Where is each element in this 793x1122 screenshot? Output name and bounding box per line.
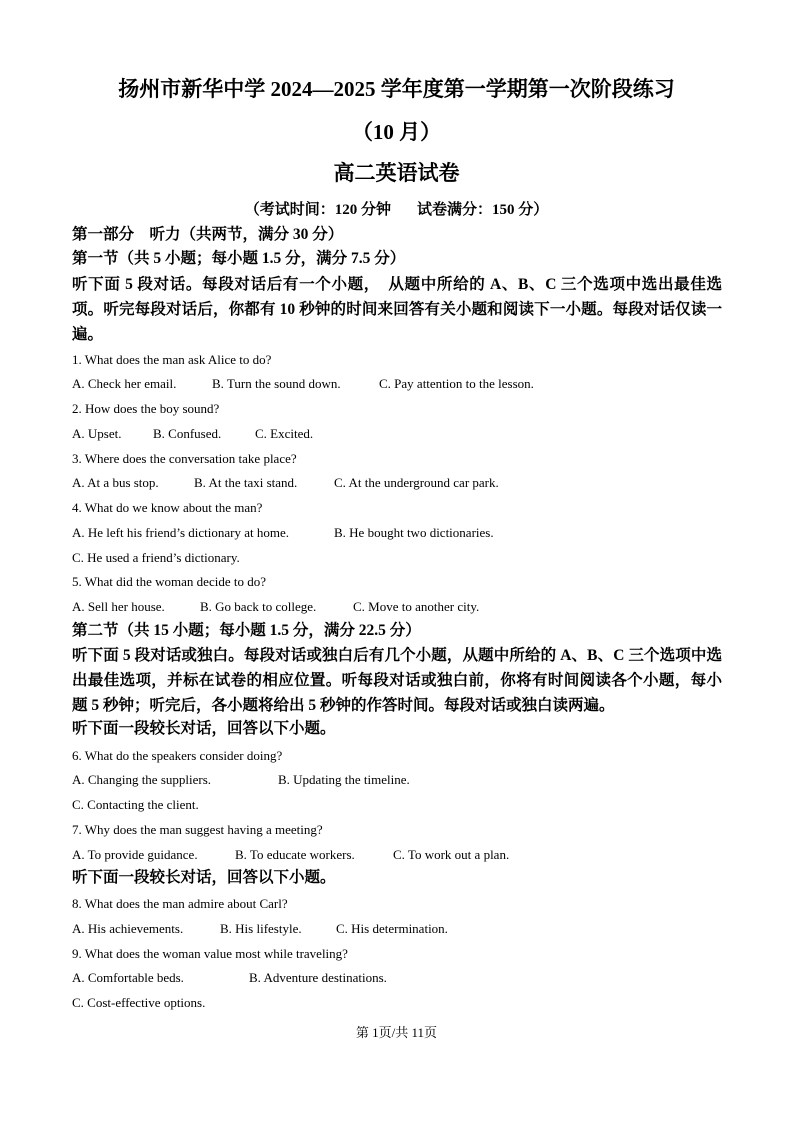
page-number: 第 1页/共 11页 [355,1025,438,1040]
option-a: A. To provide guidance. [72,847,198,862]
option-b: B. He bought two dictionaries. [334,525,494,540]
question-7-options [72,846,509,864]
option-b: B. Adventure destinations. [249,970,387,985]
exam-time: （考试时间：120 分钟 [244,202,391,218]
option-a: A. Sell her house. [72,599,165,614]
option-b: B. Turn the sound down. [212,376,341,391]
question-1-options [72,375,534,393]
question-4-options-c [72,549,240,567]
option-c: C. Contacting the client. [72,797,199,812]
option-c: C. His determination. [336,921,448,936]
question-4: 4. What do we know about the man? [72,500,263,515]
option-a: A. Upset. [72,426,122,441]
question-5: 5. What did the woman decide to do? [72,574,266,589]
question-3-options [72,474,499,492]
exam-subject: 高二英语试卷 [333,161,460,185]
question-9-options-ab [72,969,387,987]
question-8-options [72,920,448,938]
question-1: 1. What does the man ask Alice to do? [72,352,272,367]
question-6: 6. What do the speakers consider doing? [72,748,283,763]
option-a: A. At a bus stop. [72,475,159,490]
question-4-options-ab [72,524,494,542]
section1-instructions: 听下面 5 段对话。每段对话后有一个小题， 从题中所给的 A、B、C 三个选项中选出最佳选项。听完每段对话后，你都有 10 秒钟的时间来回答有关小题和阅读下一小题。每段对话仅读一遍。 [72,276,722,343]
option-b: B. At the taxi stand. [194,475,298,490]
option-c: C. Cost-effective options. [72,995,206,1010]
option-c: C. To work out a plan. [393,847,510,862]
option-c: C. Pay attention to the lesson. [379,376,534,391]
question-3: 3. Where does the conversation take place? [72,451,297,466]
option-a: A. Check her email. [72,376,177,391]
option-a: A. Changing the suppliers. [72,772,212,787]
option-c: C. He used a friend’s dictionary. [72,550,240,565]
question-8: 8. What does the man admire about Carl? [72,896,288,911]
section2-subheading-1: 听下面一段较长对话，回答以下小题。 [72,720,336,737]
option-c: C. Move to another city. [353,599,480,614]
option-c: C. Excited. [255,426,314,441]
option-b: B. Go back to college. [200,599,317,614]
section2-instructions: 听下面 5 段对话或独白。每段对话或独白后有几个小题，从题中所给的 A、B、C 三个选项中选出最佳选项，并标在试卷的相应位置。听每段对话或独白前，你将有时间阅读各个小题，每小题 5 秒钟；听完后，各小题将给出 5 秒钟的作答时间。每段对话或独白读两遍。 [72,647,722,714]
part1-heading: 第一部分 听力（共两节，满分 30 分） [72,226,344,243]
section1-heading: 第一节（共 5 小题；每小题 1.5 分，满分 7.5 分） [72,250,406,267]
question-9: 9. What does the woman value most while traveling? [72,946,348,961]
full-score: 试卷满分：150 分） [417,202,549,218]
option-a: A. Comfortable beds. [72,970,184,985]
option-b: B. Confused. [153,426,222,441]
section2-subheading-2: 听下面一段较长对话，回答以下小题。 [72,869,336,886]
section2-heading: 第二节（共 15 小题；每小题 1.5 分，满分 22.5 分） [72,622,421,639]
option-b: B. Updating the timeline. [278,772,410,787]
exam-month: （10 月） [351,120,442,144]
exam-title: 扬州市新华中学 2024—2025 学年度第一学期第一次阶段练习 [118,77,675,101]
option-c: C. At the underground car park. [334,475,499,490]
question-9-options-c [72,994,205,1012]
question-6-options-ab [72,771,410,789]
question-2: 2. How does the boy sound? [72,401,220,416]
option-b: B. To educate workers. [235,847,355,862]
question-6-options-c [72,796,199,814]
option-a: A. He left his friend’s dictionary at home. [72,525,289,540]
exam-meta [0,200,793,220]
option-b: B. His lifestyle. [220,921,302,936]
question-5-options [72,598,479,616]
question-2-options [72,425,313,443]
option-a: A. His achievements. [72,921,184,936]
question-7: 7. Why does the man suggest having a meeting? [72,822,323,837]
